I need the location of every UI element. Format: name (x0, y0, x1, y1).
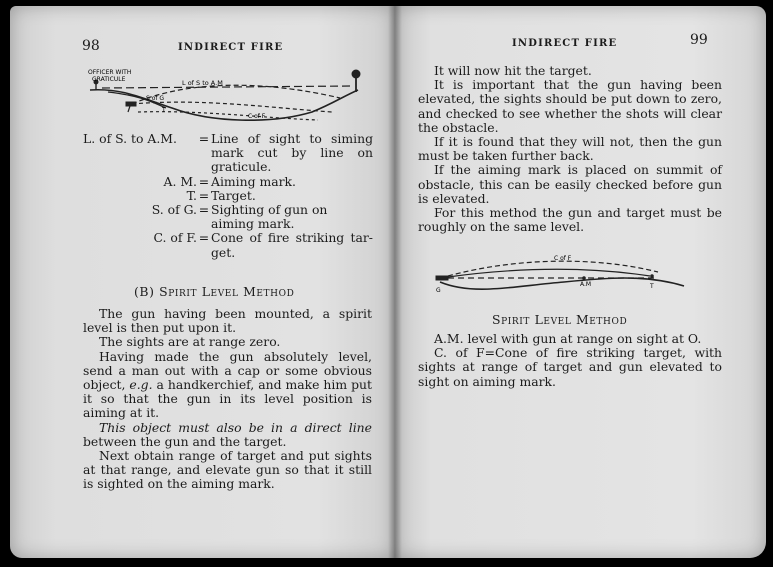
los-label: L of S to A.M (182, 79, 223, 87)
page-number: 98 (82, 38, 100, 54)
legend-term: C. of F. (153, 230, 197, 246)
legend-definition: Line of sight to siming mark cut by line on graticule. (211, 131, 373, 175)
aiming-mark-icon (352, 70, 360, 92)
legend-item: S. of G. = Sighting of gun on aiming mark. (83, 203, 373, 231)
text-run: Having made the gun absolutely level, send a man out with a cap or some obvious object, (83, 348, 372, 393)
section-label: (B) (134, 284, 155, 299)
body-text (83, 307, 372, 492)
italic-run: This object must also be in a direct line (99, 419, 372, 435)
spirit-level-diagram (434, 252, 694, 296)
paragraph: A.M. level with gun at range on sight at O. (434, 331, 702, 346)
sog-label: S of G (146, 95, 165, 102)
g-label: G (436, 287, 441, 294)
paragraph: Next obtain range of target and put sights at that range, and elevate gun so that it still is sighted on the aiming mark. (83, 448, 372, 492)
t-label: T (650, 283, 654, 290)
paragraph: It will now hit the target. (434, 63, 592, 78)
paragraph: The sights are at range zero. (99, 334, 281, 350)
running-head: INDIRECT FIRE (178, 42, 284, 53)
graticule-label: GRATICULE (92, 76, 126, 83)
gun-icon (436, 276, 448, 280)
legend-item: T. = Target. (83, 189, 373, 203)
legend-item: C. of F. = Cone of fire striking tar-get. (83, 231, 373, 259)
body-text (418, 64, 722, 234)
legend-definition: Target. (211, 187, 256, 203)
cof-label: C of F (554, 255, 572, 262)
open-book (10, 6, 766, 558)
legend-item: L. of S. to A.M. = Line of sight to siming mark cut by line on graticule. (83, 131, 373, 175)
paragraph: It is important that the gun having been elevated, the sights should be put down to zero, and checked to see whether the shots will clear the obstacle. (418, 77, 722, 135)
text-run: between the gun and the target. (83, 433, 287, 449)
gun-icon (126, 102, 136, 112)
legend-term: L. of S. to A.M. (83, 131, 177, 146)
legend-item: A. M. = Aiming mark. (83, 175, 373, 189)
legend-definition: Cone of fire striking tar-get. (211, 230, 373, 260)
paragraph: C. of F=Cone of fire striking target, with sights at range of target and gun elevated to sight on aiming mark. (418, 345, 722, 389)
cof-label: C of F (248, 113, 266, 120)
page-number: 99 (690, 32, 708, 48)
section-title: Spirit Level Method (159, 284, 295, 299)
caption-text (418, 332, 722, 389)
right-page (394, 6, 766, 558)
paragraph: If the aiming mark is placed on summit of obstacle, this can be easily checked before gun is elevated. (418, 162, 722, 206)
legend-term: T. (186, 187, 197, 203)
paragraph: The gun having been mounted, a spirit level is then put upon it. (83, 306, 372, 336)
running-head: INDIRECT FIRE (512, 38, 618, 49)
section-heading (134, 284, 294, 299)
paragraph (83, 421, 372, 449)
paragraph (83, 350, 372, 421)
italic-run: e.g. (129, 377, 153, 393)
legend-term: A. M. (163, 173, 197, 189)
text-run: a handkerchief, and make him put it so that the gun in its level position is aiming at it. (83, 377, 372, 421)
legend-definition: Sighting of gun on aiming mark. (211, 202, 328, 232)
paragraph: For this method the gun and target must be roughly on the same level. (418, 205, 722, 235)
t-label: T (162, 107, 166, 114)
legend-term: S. of G. (151, 202, 197, 218)
legend-definition: Aiming mark. (211, 173, 296, 189)
book-gutter (388, 6, 402, 558)
section-heading: Spirit Level Method (492, 312, 628, 327)
paragraph: If it is found that they will not, then the gun must be taken further back. (418, 134, 722, 164)
am-label: A.M (580, 281, 592, 288)
diagram-legend (83, 132, 373, 260)
left-page (10, 6, 394, 558)
officer-label: OFFICER WITH (88, 69, 132, 76)
indirect-fire-diagram (82, 68, 372, 130)
